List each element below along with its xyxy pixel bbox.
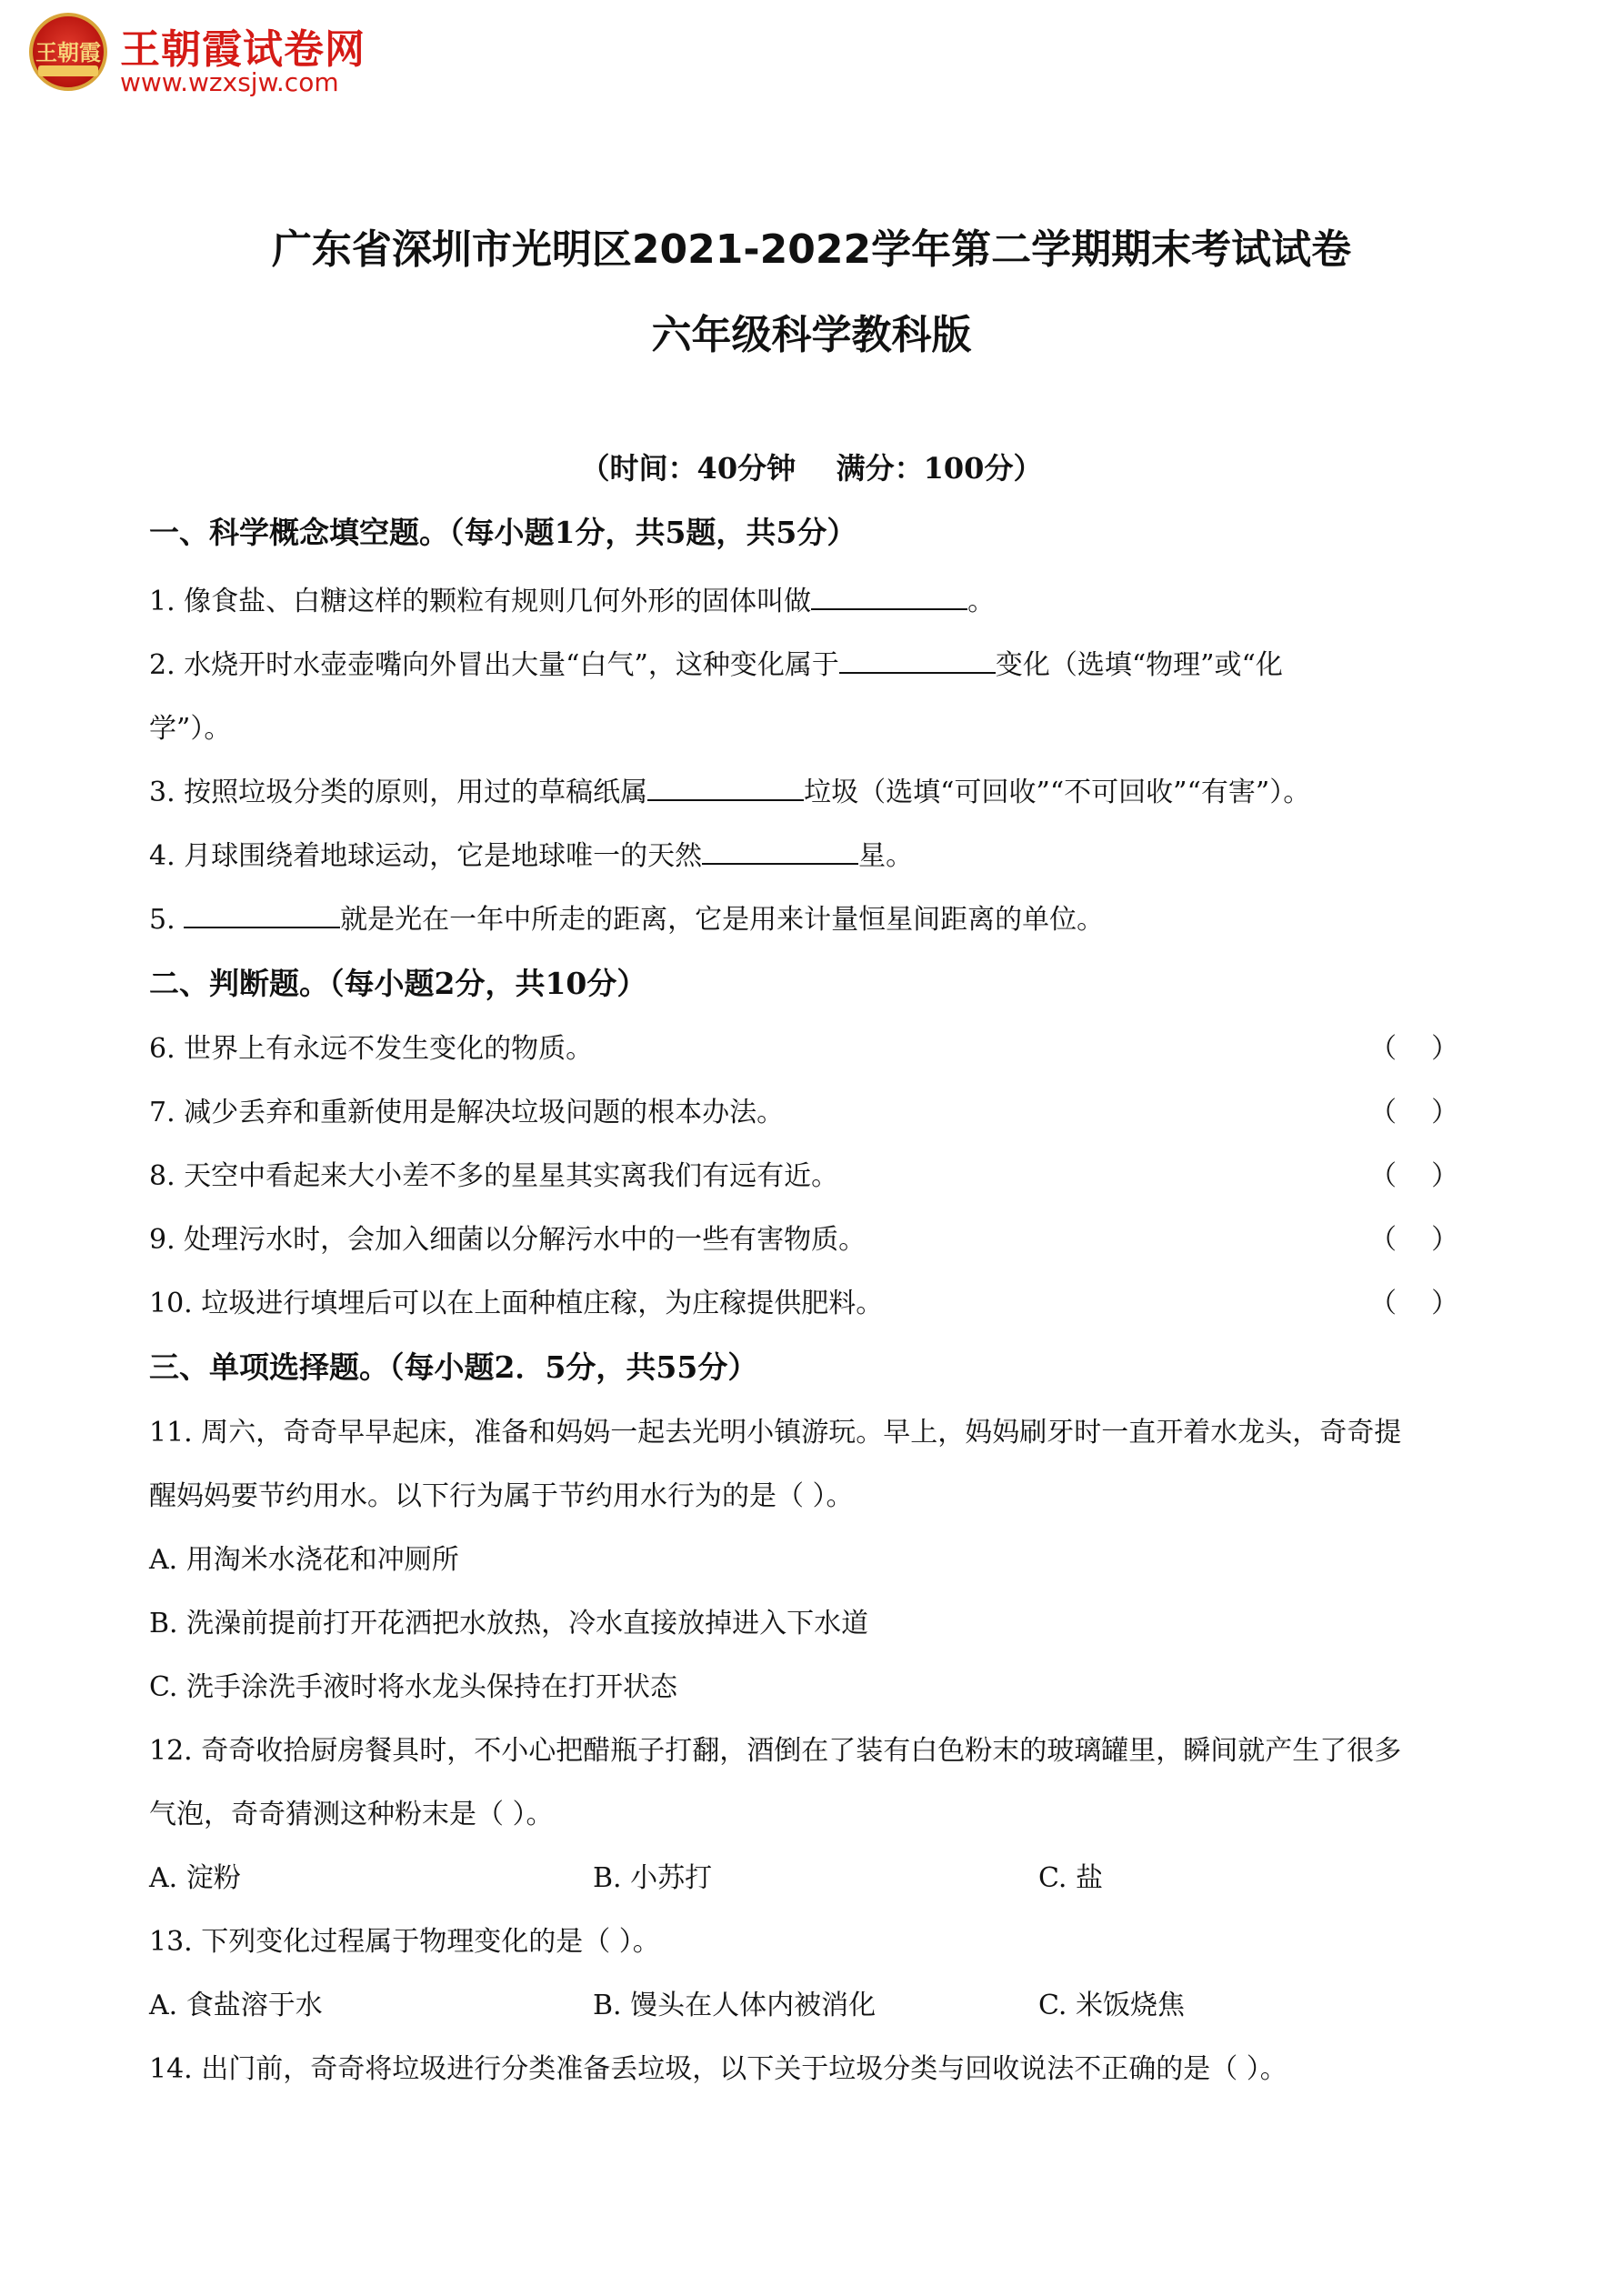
question-2-continuation: 学”）。 bbox=[149, 713, 232, 745]
judge-question: 10. 垃圾进行填埋后可以在上面种植庄稼，为庄稼提供肥料。 bbox=[149, 1288, 884, 1319]
option-a[interactable]: A. 用淘米水浇花和冲厕所 bbox=[149, 1544, 459, 1576]
section-heading: 一、科学概念填空题。（每小题1分，共5题，共5分） bbox=[149, 515, 857, 550]
question-4 bbox=[149, 833, 913, 873]
option-c[interactable]: C. 盐 bbox=[1038, 1862, 1103, 1894]
answer-blank[interactable] bbox=[184, 905, 340, 928]
site-logo bbox=[25, 9, 407, 100]
section-heading: 三、单项选择题。（每小题2．5分，共55分） bbox=[149, 1349, 758, 1385]
answer-blank[interactable] bbox=[702, 841, 858, 865]
question-text: 。 bbox=[967, 586, 996, 617]
question-12: 12. 奇奇收拾厨房餐具时，不小心把醋瓶子打翻，酒倒在了装有白色粉末的玻璃罐里，瞬间就产生了很多 bbox=[149, 1735, 1402, 1767]
option-a[interactable]: A. 淀粉 bbox=[149, 1862, 241, 1894]
question-text: 就是光在一年中所走的距离，它是用来计量恒星间距离的单位。 bbox=[340, 904, 1105, 936]
judge-question: 8. 天空中看起来大小差不多的星星其实离我们有远有近。 bbox=[149, 1160, 839, 1192]
answer-blank[interactable] bbox=[811, 587, 967, 610]
seal-ribbon bbox=[38, 65, 98, 76]
answer-parentheses[interactable]: （ ） bbox=[1369, 1224, 1459, 1256]
exam-info: （时间：40分钟 满分：100分） bbox=[580, 451, 1043, 486]
question-text: 1. 像食盐、白糖这样的颗粒有规则几何外形的固体叫做 bbox=[149, 586, 812, 617]
question-1 bbox=[149, 578, 995, 618]
question-11: 11. 周六，奇奇早早起床，准备和妈妈一起去光明小镇游玩。早上，妈妈刷牙时一直开着水龙头，奇奇提 bbox=[149, 1417, 1402, 1449]
answer-parentheses[interactable]: （ ） bbox=[1369, 1097, 1459, 1128]
judge-question: 6. 世界上有永远不发生变化的物质。 bbox=[149, 1033, 594, 1065]
answer-blank[interactable] bbox=[839, 650, 996, 674]
question-13: 13. 下列变化过程属于物理变化的是（ ）。 bbox=[149, 1926, 660, 1958]
seal-emblem bbox=[29, 13, 107, 91]
option-c[interactable]: C. 洗手涂洗手液时将水龙头保持在打开状态 bbox=[149, 1671, 677, 1703]
section-heading: 二、判断题。（每小题2分，共10分） bbox=[149, 966, 647, 1001]
judge-question: 9. 处理污水时，会加入细菌以分解污水中的一些有害物质。 bbox=[149, 1224, 867, 1256]
option-b[interactable]: B. 馒头在人体内被消化 bbox=[593, 1990, 877, 2021]
exam-subtitle: 六年级科学教科版 bbox=[651, 312, 972, 358]
brand-url: www.wzxsjw.com bbox=[120, 67, 339, 97]
question-3 bbox=[149, 769, 1310, 809]
option-a[interactable]: A. 食盐溶于水 bbox=[149, 1990, 323, 2021]
exam-title: 广东省深圳市光明区2021-2022学年第二学期期末考试试卷 bbox=[271, 226, 1352, 273]
question-text: 垃圾（选填“可回收”“不可回收”“有害”）。 bbox=[804, 777, 1311, 808]
question-text: 星。 bbox=[858, 840, 914, 872]
seal-text: 王朝霞 bbox=[35, 39, 101, 65]
answer-blank[interactable] bbox=[647, 777, 804, 801]
brand-name: 王朝霞试卷网 bbox=[120, 26, 366, 73]
question-5 bbox=[149, 897, 1104, 937]
option-c[interactable]: C. 米饭烧焦 bbox=[1038, 1990, 1185, 2021]
option-b[interactable]: B. 小苏打 bbox=[593, 1862, 713, 1894]
question-text: 3. 按照垃圾分类的原则，用过的草稿纸属 bbox=[149, 777, 648, 808]
answer-parentheses[interactable]: （ ） bbox=[1369, 1160, 1459, 1192]
judge-question: 7. 减少丢弃和重新使用是解决垃圾问题的根本办法。 bbox=[149, 1097, 785, 1128]
question-text: 4. 月球围绕着地球运动，它是地球唯一的天然 bbox=[149, 840, 703, 872]
option-b[interactable]: B. 洗澡前提前打开花洒把水放热，冷水直接放掉进入下水道 bbox=[149, 1608, 869, 1639]
question-text: 5. bbox=[149, 904, 185, 936]
answer-parentheses[interactable]: （ ） bbox=[1369, 1288, 1459, 1319]
question-12-continuation: 气泡，奇奇猜测这种粉末是（ ）。 bbox=[149, 1799, 554, 1830]
question-text: 2. 水烧开时水壶壶嘴向外冒出大量“白气”，这种变化属于 bbox=[149, 649, 839, 681]
question-14: 14. 出门前，奇奇将垃圾进行分类准备丢垃圾，以下关于垃圾分类与回收说法不正确的是（ ）。 bbox=[149, 2053, 1287, 2085]
question-11-continuation: 醒妈妈要节约用水。以下行为属于节约用水行为的是（ ）。 bbox=[149, 1480, 854, 1512]
question-text: 变化（选填“物理”或“化 bbox=[995, 649, 1283, 681]
question-2 bbox=[149, 642, 1283, 682]
answer-parentheses[interactable]: （ ） bbox=[1369, 1033, 1459, 1065]
